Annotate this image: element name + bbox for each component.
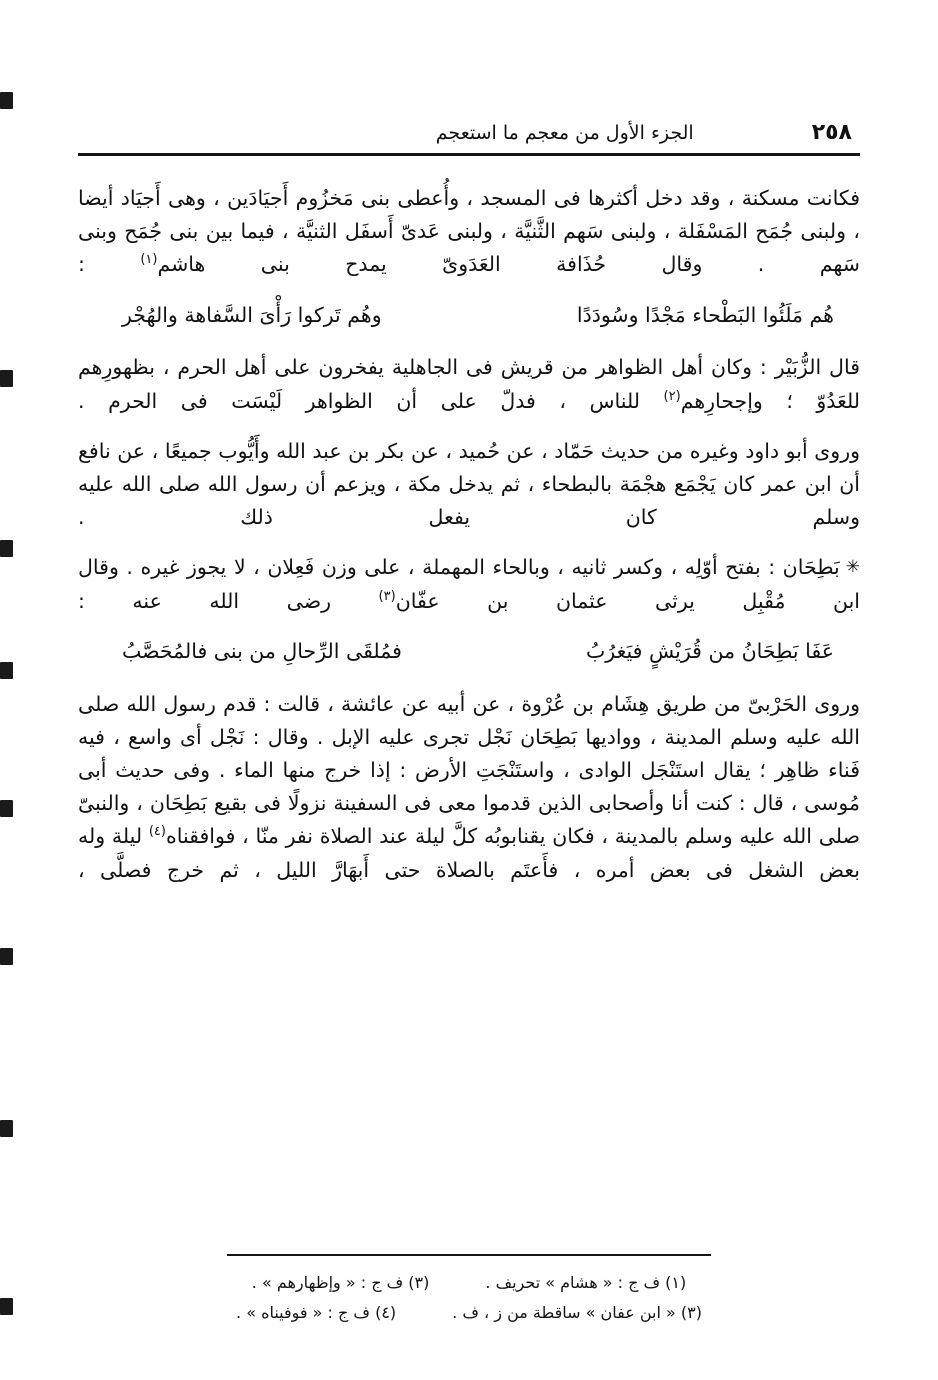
paragraph: وروى الحَرْبىّ من طريق هِشَام بن عُرْوة ، عن أبيه عن عائشة ، قالت : قدم رسول الله صلى الله عليه وسلم المدينة ، وواديها بَطِحَان نَجْل تجرى عليه الإبل . وقال : نَجْل أى واسع ، فيه فَناء ظاهِر ؛ يقال استَنْجَل الوادى ، واستَنْجَتِ الأرض : إذا خرج منها الماء . وفى حديث أبى مُوسى ، قال : كنت أنا وأصحابى الذين قدموا معى فى السفينة نزولًا فى بقيع بَطِحَان ، والنبىّ صلى الله عليه وسلم بالمدينة ، فكان يقنابوبُه كلَّ ليلة عند الصلاة نفر منّا ، فوافقناه$^{(٤)}$ ليلة وله بعض الشغل فى بعض أمره ، فأَعتَم بالصلاة حتى أَبهَارَّ الليل ، ثم خرج فصلَّى ، <box>78 691 860 882</box>
scan-edge-mark <box>0 1120 13 1137</box>
verse-hemistich-second: وهُم تَركوا رَأْىَ السَّفاهة والهُجْر <box>122 302 382 327</box>
footnote-row <box>78 1268 860 1298</box>
verse-line <box>78 635 860 668</box>
entry-bullet-icon: ✳ <box>845 557 860 578</box>
footnote-item: (٤) ف ج : « فوفيناه » . <box>236 1302 397 1322</box>
scan-edge-mark <box>0 370 13 387</box>
paragraph: فكانت مسكنة ، وقد دخل أكثرها فى المسجد ، وأُعطى بنى مَخزُوم أَجيَادَين ، وهى أَجيَاد أيضا ، ولبنى جُمَح المَسْفَلة ، ولبنى سَهم الثَّنيَّة ، ولبنى عَدىّ أَسفَل الثنيَّة ، فيما بين بنى جُمَح وبنى سَهم . وقال حُذَافة العَدَوىّ يمدح بنى هاشم$^{(١)}$ : <box>78 186 860 277</box>
scan-edge-mark <box>0 92 13 109</box>
page-header <box>78 120 860 145</box>
footnote-item: (١) ف ج : « هشام » تحريف . <box>485 1273 687 1292</box>
verse-hemistich-first: هُم مَلَئُوا البَطْحاء مَجْدًا وسُودَدًا <box>576 302 834 327</box>
scan-edge-mark <box>0 540 13 557</box>
entry-paragraph <box>78 551 860 617</box>
footnotes <box>78 1228 860 1327</box>
footnote-item: (٣) ف ج : « وإظهارهم » . <box>251 1273 430 1292</box>
footnote-item: (٣) « ابن عفان » ساقطة من ز ، ف . <box>452 1302 702 1322</box>
footnote-divider <box>227 1254 712 1256</box>
scan-edge-mark <box>0 800 13 817</box>
body-text <box>78 182 860 887</box>
verse-line <box>78 299 860 332</box>
scan-edge-mark <box>0 662 13 679</box>
paragraph: قال الزُّبَيْر : وكان أهل الظواهر من قريش فى الجاهلية يفخرون على أهل الحرم ، بظهورِهم للعَدُوّ ؛ وإجحارِهم$^{(٢)}$ للناس ، فدلّ على أن الظواهر لَيْسَت فى الحرم . <box>78 355 860 413</box>
verse-hemistich-first: عَفَا بَطِحَانُ من قُرَيْشٍ فيَغرُبُ <box>586 638 834 663</box>
entry-text: بَطِحَان : بفتح أوّلِه ، وكسر ثانيه ، وبالحاء المهملة ، على وزن فَعِلان ، لا يجوز غيره . وقال ابن مُقْبِل يرثى عثمان بن عفّان$^{(٣)}$ رضى الله عنه : <box>78 555 860 613</box>
footnote-row <box>78 1298 860 1328</box>
scan-edge-mark <box>0 1298 13 1315</box>
page-content <box>78 120 860 904</box>
page-number: ٢٥٨ <box>811 120 852 145</box>
paragraph: وروى أبو داود وغيره من حديث حَمّاد ، عن حُميد ، عن بكر بن عبد الله وأَيُّوب جميعًا ، عن نافع أن ابن عمر كان يَجْمَع هجْمَة بالبطحاء ، ثم يدخل مكة ، ويزعم أن رسول الله صلى الله عليه وسلم كان يفعل ذلك . <box>78 438 860 530</box>
verse-hemistich-second: فمُلقَى الرِّحالِ من بنى فالمُحَصَّبُ <box>122 638 402 663</box>
running-head: الجزء الأول من معجم ما استعجم <box>435 122 694 144</box>
scan-edge-mark <box>0 948 13 965</box>
header-divider <box>78 153 860 156</box>
